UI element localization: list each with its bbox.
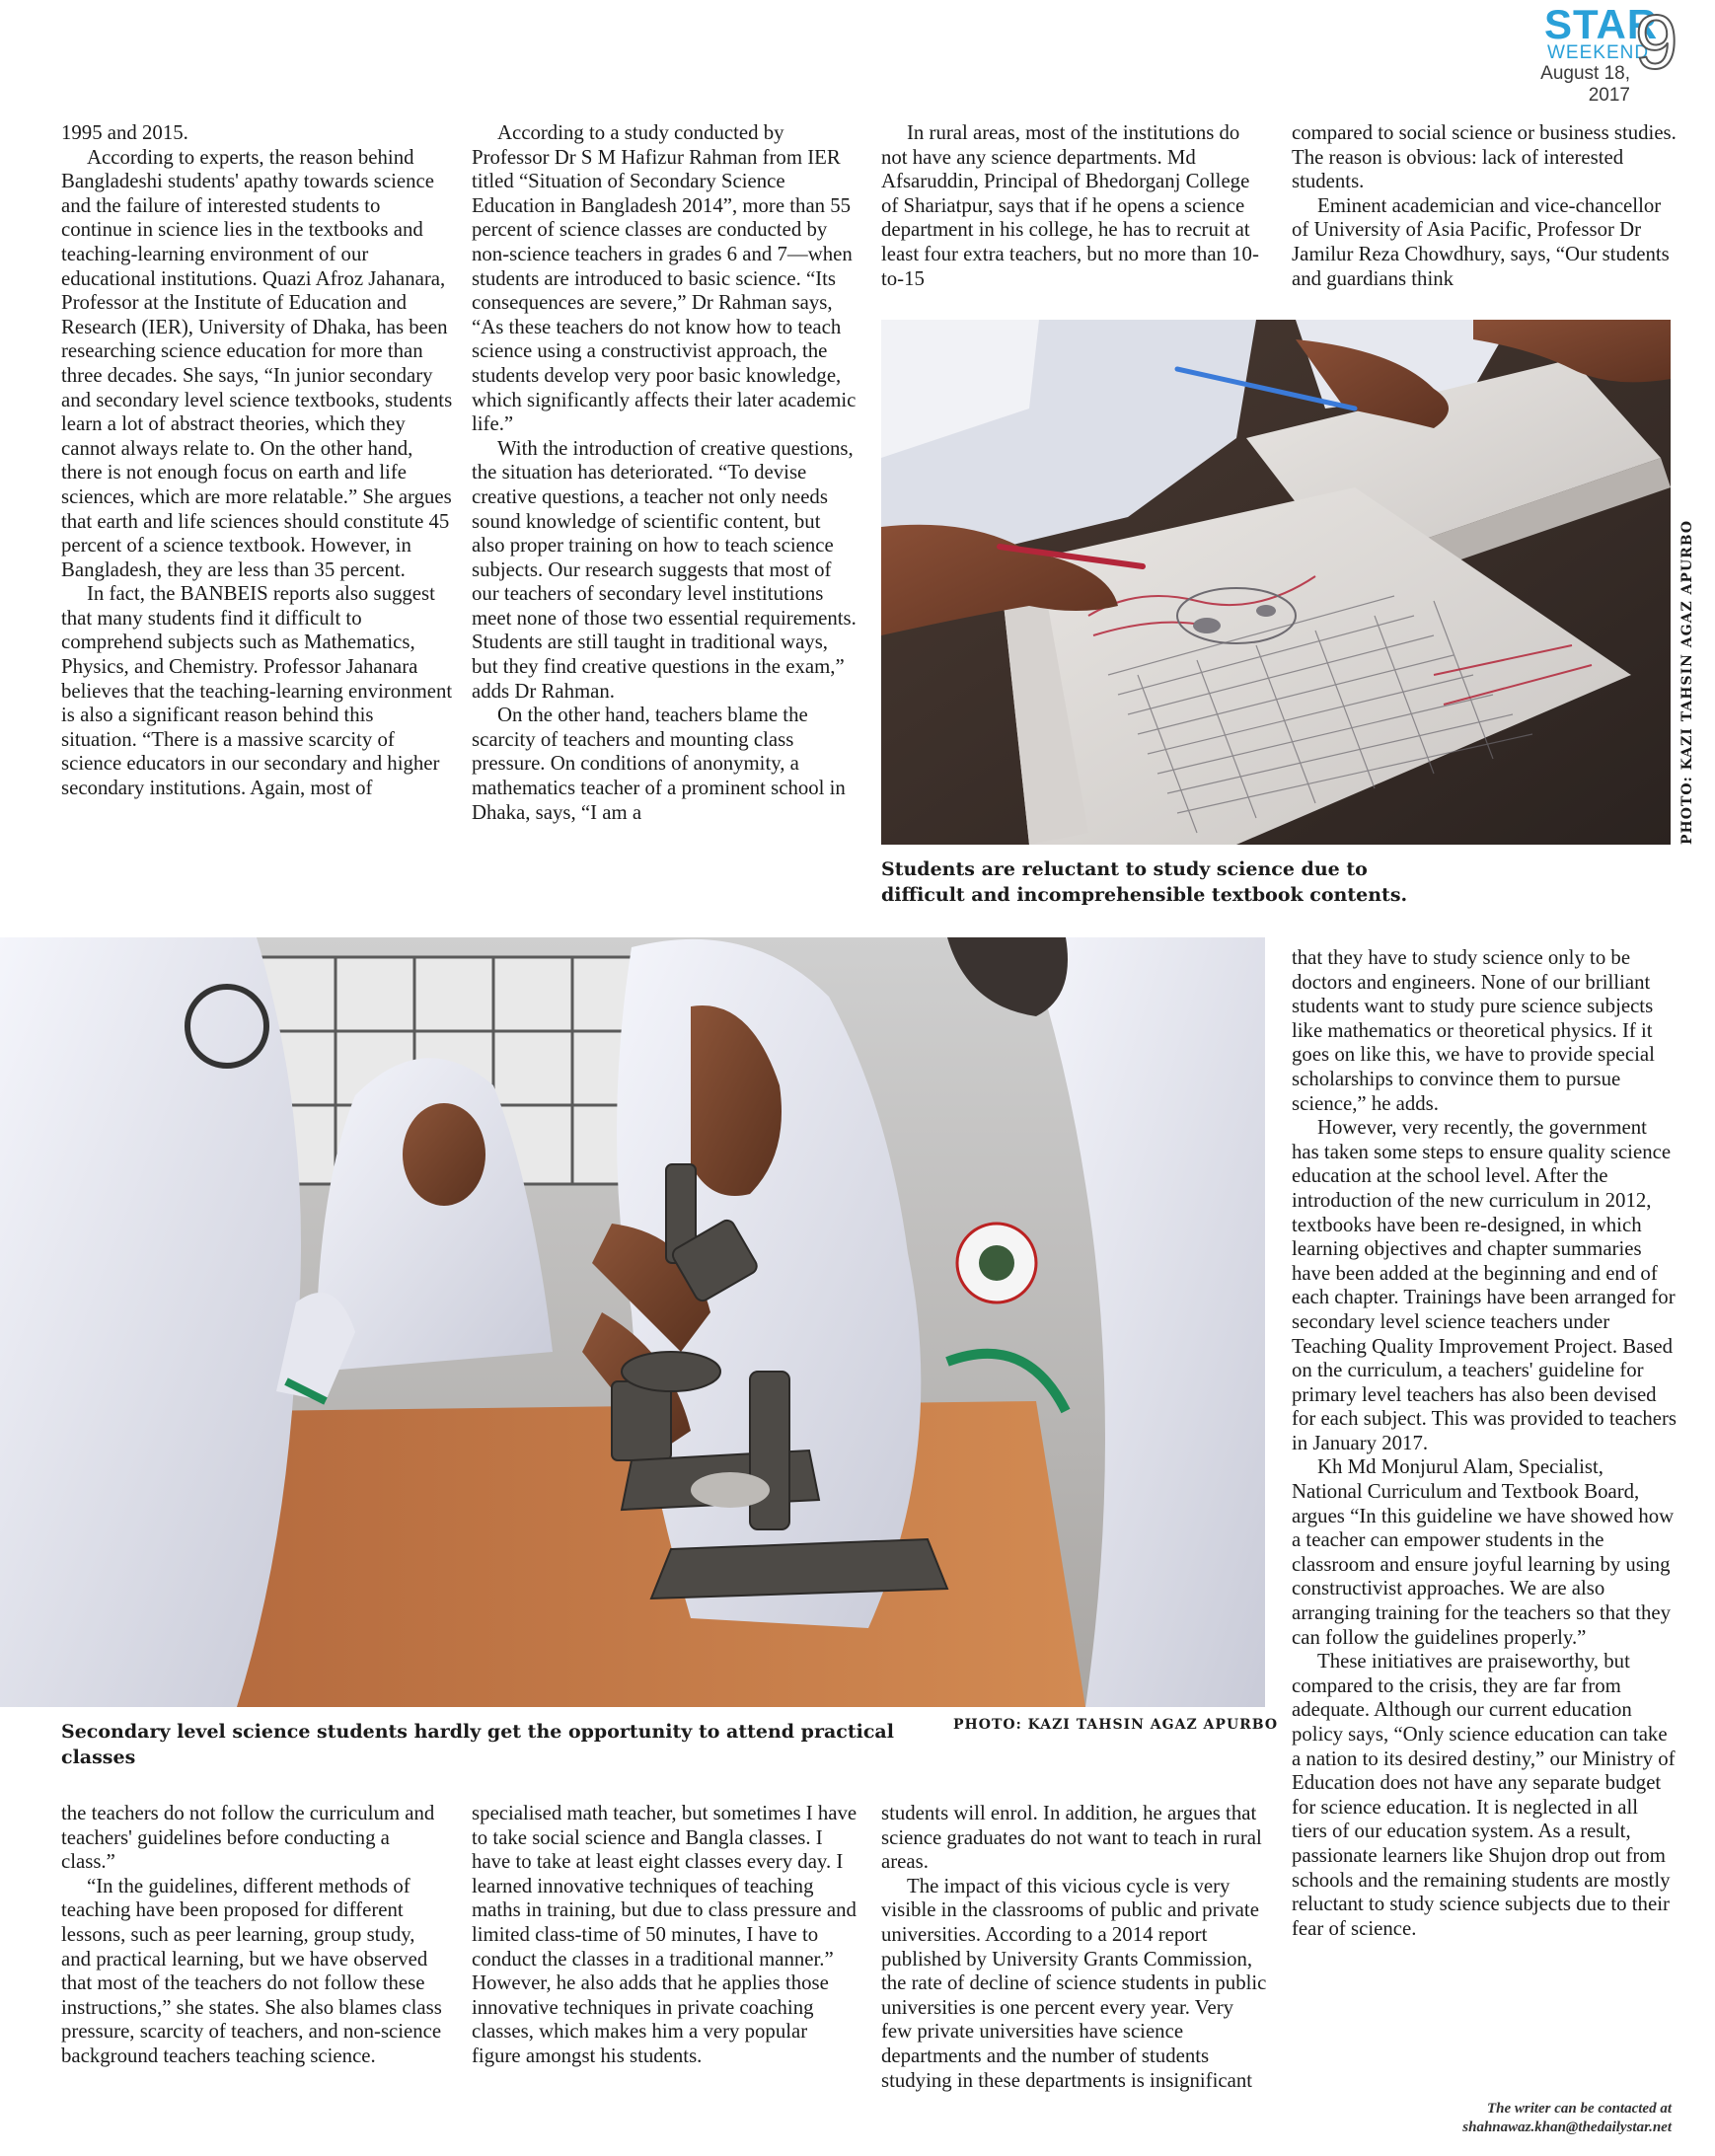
caption-top-photo: Students are reluctant to study science due to difficult and incomprehensible textbook contents. xyxy=(881,858,1408,906)
paragraph: the teachers do not follow the curriculum and teachers' guidelines before conducting a class.” xyxy=(61,1802,435,1874)
masthead-brand: STAR xyxy=(1544,1,1659,47)
masthead-section: WEEKEND xyxy=(1547,42,1650,63)
paragraph: “In the guidelines, different methods of teaching have been proposed for different lessons, such as peer learning, group study, and practical learning, but we have observed that most of the teachers do not follow these instructions,” she states. She also blames class pressure, scarcity of teachers, and non-science background teachers teaching science. xyxy=(61,1874,442,2067)
photo-textbook xyxy=(881,320,1671,845)
paragraph: 1995 and 2015. xyxy=(61,121,188,144)
article-column-3-top xyxy=(881,121,1268,291)
contact-email: shahnawaz.khan@thedailystar.net xyxy=(1462,2119,1672,2135)
paragraph: specialised math teacher, but sometimes I have to take social science and Bangla classes. I have to take at least eight classes every day. I learned innovative techniques of teaching maths in training, but due to class pressure and limited class-time of 50 minutes, I have to conduct the classes in a traditional manner.” However, he also adds that he applies those innovative techniques in private coaching classes, which makes him a very popular figure amongst his students. xyxy=(472,1802,858,2067)
article-column-3-bottom xyxy=(881,1802,1268,2093)
paragraph: The impact of this vicious cycle is very visible in the classrooms of public and private universities. According to a 2014 report published by University Grants Commission, the rate of decline of science students in public universities is one percent every year. Very few private universities have science departments and the number of students studying in these departments is insignificant xyxy=(881,1874,1267,2092)
paragraph: students will enrol. In addition, he argues that science graduates do not want to teach in rural areas. xyxy=(881,1802,1262,1874)
paragraph: According to a study conducted by Professor Dr S M Hafizur Rahman from IER titled “Situation of Secondary Science Education in Bangladesh 2014”, more than 55 percent of science classes are conducted by non-science teachers in grades 6 and 7—when students are introduced to basic science. “Its consequences are severe,” Dr Rahman says, “As these teachers do not know how to teach science using a constructivist approach, the students develop very poor basic knowledge, which significantly affects their later academic life.” xyxy=(472,121,857,436)
article-column-1-top xyxy=(61,121,454,801)
article-column-1-bottom xyxy=(61,1802,448,2069)
paragraph: These initiatives are praiseworthy, but compared to the crisis, they are far from adequate. Although our current education policy says, “Only science education can take a nation to its desired destiny,” our Ministry of Education does not have any separate budget for science education. It is neglected in all tiers of our education system. As a result, passionate learners like Shujon drop out from schools and the remaining students are mostly reluctant to study science subjects due to their fear of science. xyxy=(1292,1650,1676,1940)
contact-intro: The writer can be contacted at xyxy=(1486,2101,1672,2117)
paragraph: In fact, the BANBEIS reports also suggest that many students find it difficult to comprehend subjects such as Mathematics, Physics, and Chemistry. Professor Jahanara believes that the teaching-learning environment is also a significant reason behind this situation. “There is a massive scarcity of science educators in our secondary and higher secondary institutions. Again, most of xyxy=(61,582,453,800)
masthead-date: August 18, 2017 xyxy=(1540,63,1630,106)
article-column-2-top xyxy=(472,121,858,825)
writer-contact xyxy=(1312,2100,1672,2137)
paragraph: Eminent academician and vice-chancellor of University of Asia Pacific, Professor Dr Jamilur Reza Chowdhury, says, “Our students and guardians think xyxy=(1292,193,1670,290)
page-number: 9 xyxy=(1635,0,1678,85)
microscope-photo-illustration xyxy=(0,937,1265,1707)
photo-credit-top: PHOTO: KAZI TAHSIN AGAZ APURBO xyxy=(1679,519,1695,845)
photo-microscope xyxy=(0,937,1265,1707)
paragraph: compared to social science or business studies. The reason is obvious: lack of interested students. xyxy=(1292,121,1677,193)
paragraph: According to experts, the reason behind Bangladeshi students' apathy towards science and the failure of interested students to continue in science lies in the textbooks and teaching-learning environment of our educational institutions. Quazi Afroz Jahanara, Professor at the Institute of Education and Research (IER), University of Dhaka, has been researching science education for more than three decades. She says, “In junior secondary and secondary level science textbooks, students learn a lot of abstract theories, which they cannot always relate to. On the other hand, there is not enough focus on earth and life sciences, which are more relatable.” She argues that earth and life sciences should constitute 45 percent of a science textbook. However, in Bangladesh, they are less than 35 percent. xyxy=(61,145,453,581)
article-column-2-bottom xyxy=(472,1802,858,2069)
paragraph: However, very recently, the government has taken some steps to ensure quality science education at the school level. After the introduction of the new curriculum in 2012, textbooks have been re-designed, in which learning objectives and chapter summaries have been added at the beginning and end of each chapter. Trainings have been arranged for secondary level science teachers under Teaching Quality Improvement Project. Based on the curriculum, a teachers' guideline for primary level teachers has also been devised for each subject. This was provided to teachers in January 2017. xyxy=(1292,1116,1678,1454)
article-column-4-lower xyxy=(1292,946,1677,1941)
paragraph: Kh Md Monjurul Alam, Specialist, National Curriculum and Textbook Board, argues “In this guideline we have showed how a teacher can empower students in the classroom and ensure joyful learning by using constructivist approaches. We are also arranging training for the teachers so that they can follow the guidelines properly.” xyxy=(1292,1455,1675,1649)
paragraph: In rural areas, most of the institutions do not have any science departments. Md Afsaruddin, Principal of Bhedorganj College of Shariatpur, says that if he opens a science department in his college, he has to recruit at least four extra teachers, but no more than 10-to-15 xyxy=(881,121,1259,290)
paragraph: that they have to study science only to be doctors and engineers. None of our brilliant students want to study pure science subjects like mathematics or theoretical physics. If it goes on like this, we have to provide special scholarships to convince them to pursue science,” he adds. xyxy=(1292,946,1655,1115)
textbook-photo-illustration xyxy=(881,320,1671,845)
article-column-4-top xyxy=(1292,121,1677,291)
photo-credit-main: PHOTO: KAZI TAHSIN AGAZ APURBO xyxy=(953,1717,1279,1733)
paragraph: On the other hand, teachers blame the scarcity of teachers and mounting class pressure. On conditions of anonymity, a mathematics teacher of a prominent school in Dhaka, says, “I am a xyxy=(472,704,846,824)
caption-main-photo: Secondary level science students hardly get the opportunity to attend practical classes xyxy=(61,1721,894,1768)
paragraph: With the introduction of creative questions, the situation has deteriorated. “To devise creative questions, a teacher not only needs sound knowledge of scientific content, but also proper training on how to teach science subjects. Our research suggests that most of our teachers of secondary level institutions meet none of those two essential requirements. Students are still taught in traditional ways, but they find creative questions in the exam,” adds Dr Rahman. xyxy=(472,436,857,703)
